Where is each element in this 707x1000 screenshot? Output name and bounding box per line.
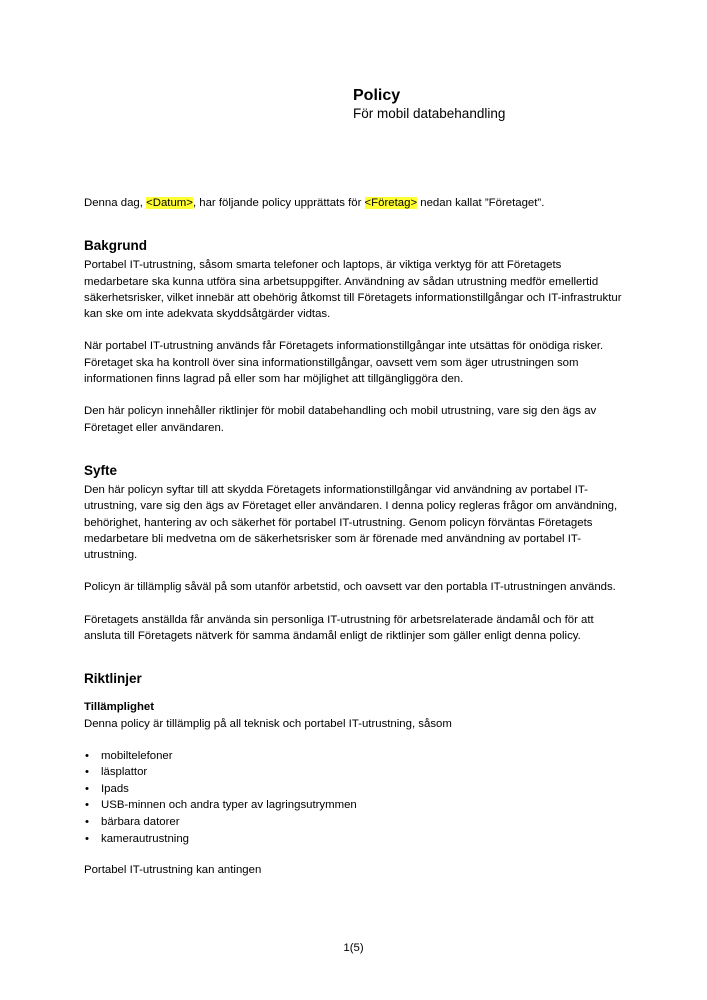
company-placeholder: <Företag> bbox=[364, 197, 418, 209]
list-item bbox=[84, 797, 629, 814]
title-block bbox=[353, 86, 505, 122]
list-item bbox=[84, 831, 629, 848]
heading-syfte: Syfte bbox=[84, 462, 118, 478]
list-item-text: läsplattor bbox=[101, 766, 148, 779]
syfte-paragraph-1: Den här policyn syftar till att skydda Företagets informationstillgångar vid användning av portabel IT-utrustning, vare sig den ägs av Företaget eller användaren. I denna policy regleras frågor om användning, behörighet, hantering av och säkerhet för portabel IT-utrustning. Genom policyn förväntas Företagets medarbetare bli medvetna om de säkerhetsrisker som är förenade med användning av portabel IT-utrustning. bbox=[84, 483, 618, 562]
list-item bbox=[84, 764, 629, 781]
syfte-paragraph-3: Företagets anställda får använda sin personliga IT-utrustning för arbetsrelaterade ändamål och för att ansluta till Företagets nätverk för samma ändamål enligt de riktlinjer som gäller enligt denna policy. bbox=[84, 613, 594, 643]
date-placeholder: <Datum> bbox=[146, 197, 193, 209]
intro-paragraph bbox=[84, 195, 629, 211]
list-item bbox=[84, 748, 629, 765]
bakgrund-paragraph-3: Den här policyn innehåller riktlinjer för mobil databehandling och mobil utrustning, vare sig den ägs av Företaget eller användaren. bbox=[84, 405, 597, 434]
heading-riktlinjer: Riktlinjer bbox=[84, 671, 142, 687]
list-item-text: Ipads bbox=[101, 782, 129, 795]
bullet-icon: • bbox=[85, 816, 89, 829]
list-item-text: kamerautrustning bbox=[101, 832, 190, 845]
document-subtitle: För mobil databehandling bbox=[353, 106, 506, 121]
riktlinjer-paragraph-2: Portabel IT-utrustning kan antingen bbox=[84, 864, 262, 877]
bullet-icon: • bbox=[85, 749, 89, 762]
document-body bbox=[84, 195, 629, 879]
list-item-text: mobiltelefoner bbox=[101, 749, 173, 762]
bullet-icon: • bbox=[85, 799, 89, 812]
subheading-tillamplighet: Tillämplighet bbox=[84, 701, 155, 714]
bullet-icon: • bbox=[85, 782, 89, 795]
riktlinjer-paragraph-1: Denna policy är tillämplig på all teknisk och portabel IT-utrustning, såsom bbox=[84, 718, 452, 731]
list-item bbox=[84, 814, 629, 831]
list-item bbox=[84, 781, 629, 798]
document-title: Policy bbox=[353, 87, 401, 104]
intro-mid: , har följande policy upprättats för bbox=[192, 197, 365, 209]
intro-pre: Denna dag, bbox=[84, 197, 147, 209]
intro-post: nedan kallat ”Företaget”. bbox=[417, 197, 545, 209]
bullet-icon: • bbox=[85, 832, 89, 845]
list-item-text: bärbara datorer bbox=[101, 816, 180, 829]
bakgrund-paragraph-2: När portabel IT-utrustning används får Företagets informationstillgångar inte utsättas för onödiga risker. Företaget ska ha kontroll över sina informationstillgångar, oavsett vem som äger utrustningen som informationen finns lagrad på eller som har möjlighet att tillgängliggöra den. bbox=[84, 340, 604, 386]
bakgrund-paragraph-1: Portabel IT-utrustning, såsom smarta telefoner och laptops, är viktiga verktyg för att Företagets medarbetare ska kunna utföra sina arbetsuppgifter. Användning av sådan utrustning medför emellertid säkerhetsrisker, vilket innebär att obehörig åtkomst till Företagets informationstillgångar och IT-infrastruktur kan ske om inte adekvata skyddsåtgärder vidtas. bbox=[84, 259, 622, 321]
page-number: 1(5) bbox=[343, 942, 364, 954]
heading-bakgrund: Bakgrund bbox=[84, 238, 148, 254]
bullet-icon: • bbox=[85, 766, 89, 779]
list-item-text: USB-minnen och andra typer av lagringsutrymmen bbox=[101, 799, 357, 812]
equipment-list bbox=[84, 748, 629, 848]
syfte-paragraph-2: Policyn är tillämplig såväl på som utanför arbetstid, och oavsett var den portabla IT-utrustningen används. bbox=[84, 581, 616, 594]
